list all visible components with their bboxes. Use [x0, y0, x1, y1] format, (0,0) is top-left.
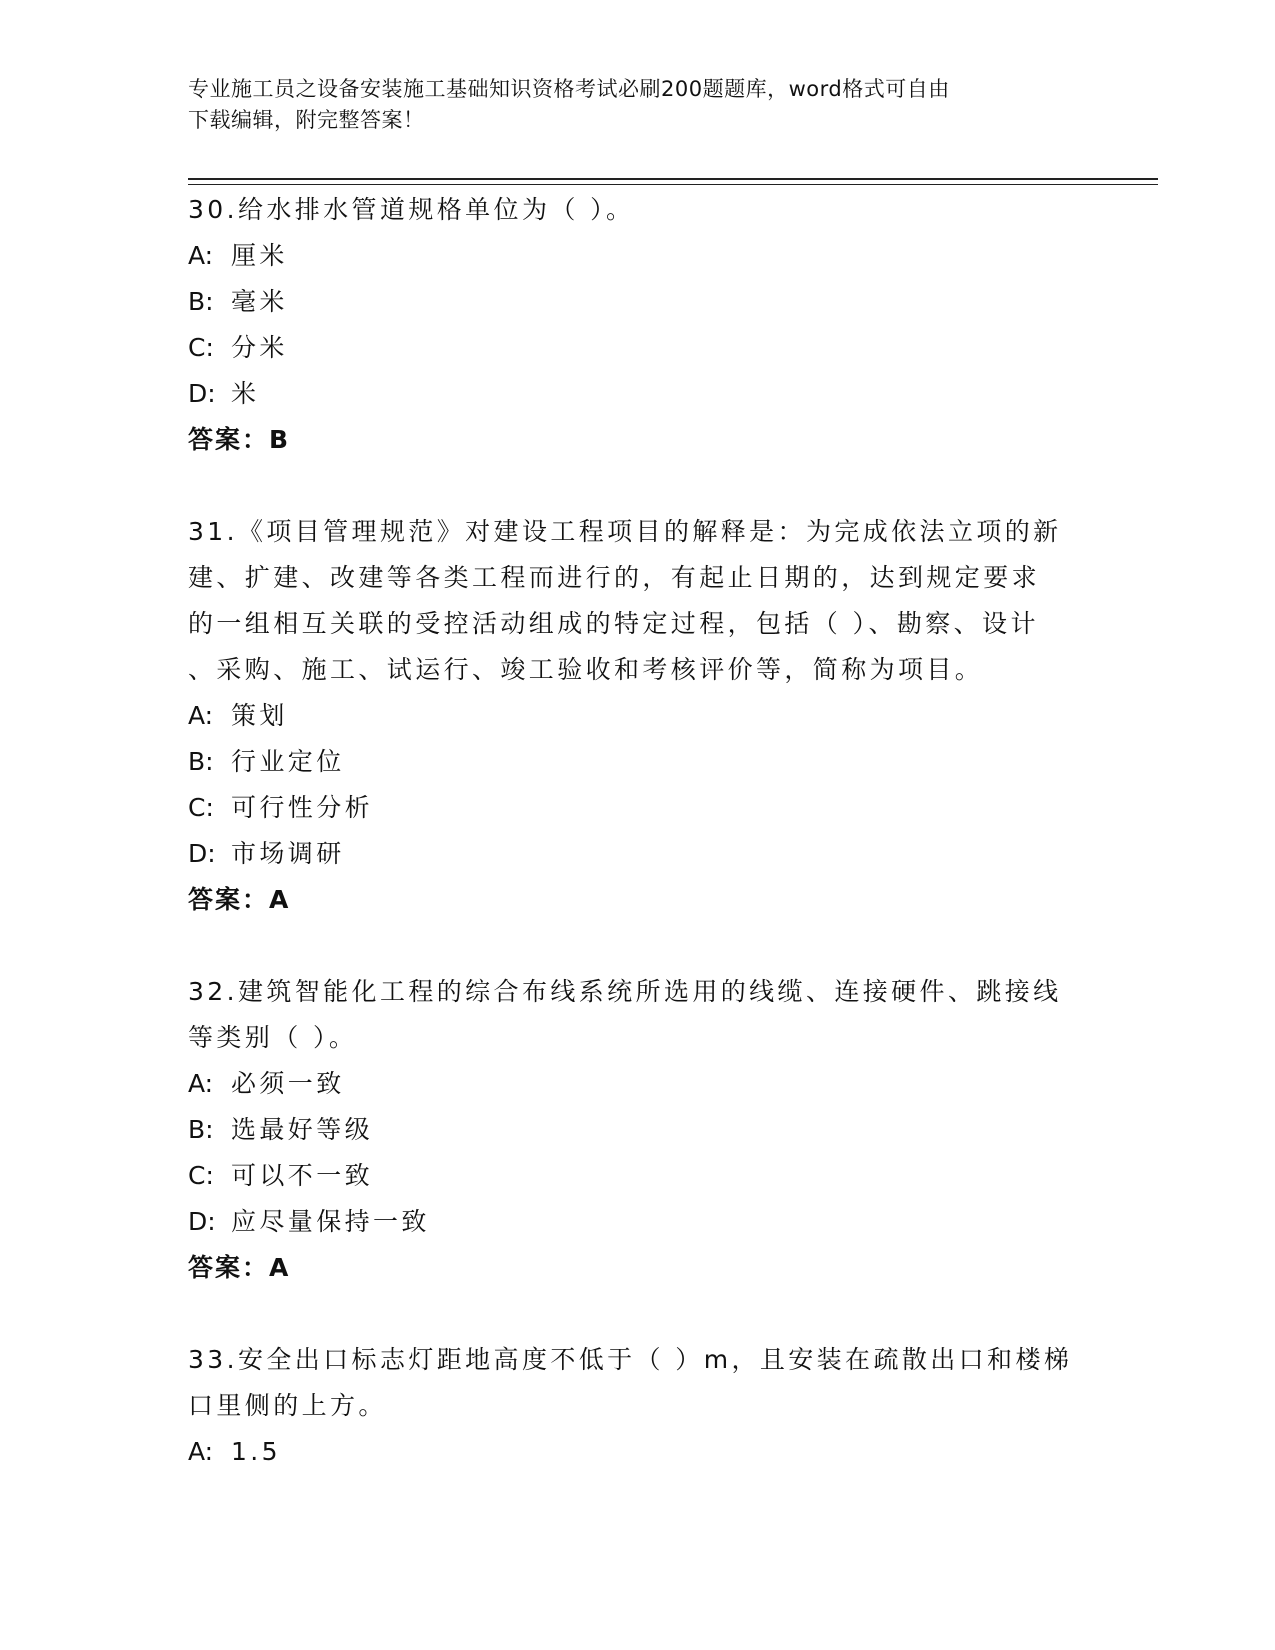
- option-text: 应尽量保持一致: [231, 1207, 430, 1236]
- question-30: [188, 187, 1088, 463]
- option-text: 策划: [231, 701, 288, 730]
- option-key: B:: [188, 287, 214, 316]
- option-key: B:: [188, 747, 214, 776]
- header-divider-thick: [188, 178, 1158, 180]
- option-a: [188, 1061, 1088, 1107]
- option-key: C:: [188, 1161, 214, 1190]
- option-key: A:: [188, 701, 214, 730]
- header-divider-thin: [188, 184, 1158, 185]
- option-key: B:: [188, 1115, 214, 1144]
- question-stem-line: 、采购、施工、试运行、竣工验收和考核评价等，简称为项目。: [188, 655, 984, 684]
- option-text: 1.5: [231, 1437, 281, 1466]
- question-stem-line: 建、扩建、改建等各类工程而进行的，有起止日期的，达到规定要求: [188, 563, 1041, 592]
- option-a: [188, 1429, 1088, 1475]
- answer-label: 答案：A: [188, 1253, 291, 1282]
- option-key: D:: [188, 379, 216, 408]
- answer-label: 答案：B: [188, 425, 291, 454]
- option-b: [188, 1107, 1088, 1153]
- option-key: D:: [188, 839, 216, 868]
- answer-label: 答案：A: [188, 885, 291, 914]
- option-c: [188, 325, 1088, 371]
- question-stem-line: 的一组相互关联的受控活动组成的特定过程，包括（ ）、勘察、设计: [188, 609, 1039, 638]
- option-text: 厘米: [231, 241, 288, 270]
- question-33: [188, 1337, 1088, 1475]
- question-stem-line: 31.《项目管理规范》对建设工程项目的解释是：为完成依法立项的新: [188, 517, 1062, 546]
- option-text: 可行性分析: [231, 793, 374, 822]
- option-text: 市场调研: [231, 839, 345, 868]
- option-a: [188, 693, 1088, 739]
- option-key: C:: [188, 793, 214, 822]
- option-c: [188, 785, 1088, 831]
- header-line-1: 专业施工员之设备安装施工基础知识资格考试必刷200题题库，word格式可自由: [188, 77, 950, 101]
- option-b: [188, 739, 1088, 785]
- option-d: [188, 371, 1088, 417]
- option-c: [188, 1153, 1088, 1199]
- option-key: A:: [188, 1437, 214, 1466]
- option-text: 可以不一致: [231, 1161, 374, 1190]
- question-31: [188, 509, 1088, 923]
- question-32: [188, 969, 1088, 1291]
- question-stem-line: 32.建筑智能化工程的综合布线系统所选用的线缆、连接硬件、跳接线: [188, 977, 1062, 1006]
- option-key: A:: [188, 241, 214, 270]
- question-list: [188, 187, 1088, 1475]
- question-stem-line: 33.安全出口标志灯距地高度不低于（ ）m，且安装在疏散出口和楼梯: [188, 1345, 1073, 1374]
- question-stem: 30.给水排水管道规格单位为（ ）。: [188, 195, 635, 224]
- option-key: A:: [188, 1069, 214, 1098]
- option-b: [188, 279, 1088, 325]
- option-text: 分米: [231, 333, 288, 362]
- option-text: 米: [231, 379, 260, 408]
- question-stem-line: 口里侧的上方。: [188, 1391, 387, 1420]
- option-a: [188, 233, 1088, 279]
- option-text: 必须一致: [231, 1069, 345, 1098]
- question-stem-line: 等类别（ ）。: [188, 1023, 358, 1052]
- option-text: 选最好等级: [231, 1115, 374, 1144]
- option-text: 毫米: [231, 287, 288, 316]
- option-key: D:: [188, 1207, 216, 1236]
- option-d: [188, 831, 1088, 877]
- document-header: [188, 74, 1088, 136]
- option-d: [188, 1199, 1088, 1245]
- option-text: 行业定位: [231, 747, 345, 776]
- option-key: C:: [188, 333, 214, 362]
- header-line-2: 下载编辑，附完整答案！: [188, 108, 425, 132]
